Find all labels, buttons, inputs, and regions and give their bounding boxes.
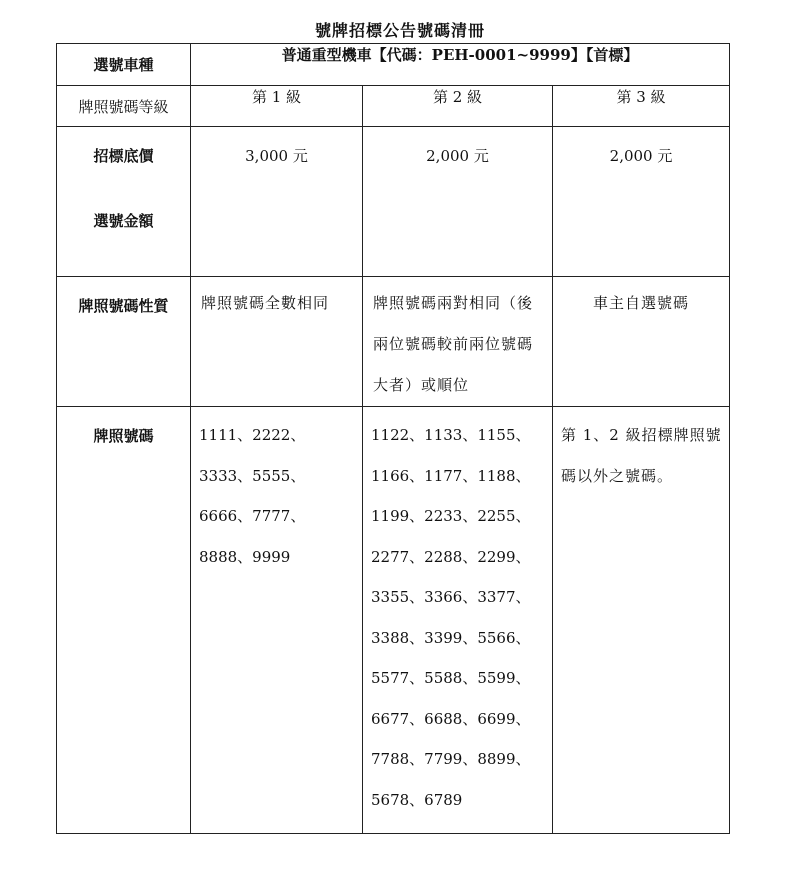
numbers-level-3: 第 1、2 級招標牌照號碼以外之號碼。	[553, 407, 730, 834]
level-label: 牌照號碼等級	[57, 86, 191, 127]
nature-level-1: 牌照號碼全數相同	[191, 277, 363, 407]
nature-level-2: 牌照號碼兩對相同（後兩位號碼較前兩位號碼大者）或順位	[363, 277, 553, 407]
numbers-level-1: 1111、2222、 3333、5555、 6666、7777、 8888、9999	[191, 407, 363, 834]
numbers-level-2: 1122、1133、1155、 1166、1177、1188、 1199、2233、2255、 2277、2288、2299、 3355、3366、3377、 3388、3399、5566、 5577、5588、5599、 6677、6688、6699、 7788、7799、8899、 5678、6789	[363, 407, 553, 834]
document-title: 號牌招標公告號碼清冊	[314, 21, 485, 40]
table-row	[57, 127, 730, 277]
price-label-cell	[57, 127, 191, 277]
numbers-label-cell: 牌照號碼	[57, 407, 191, 834]
nature-level-3: 車主自選號碼	[553, 277, 730, 407]
table-row	[57, 407, 730, 834]
vehicle-type-value: 普通重型機車【代碼：PEH-0001~9999】【首標】	[191, 44, 730, 86]
price-level-3: 2,000 元	[553, 127, 730, 277]
price-level-1: 3,000 元	[191, 127, 363, 277]
table-row	[57, 277, 730, 407]
level-2-cell: 第 2 級	[363, 86, 553, 127]
price-level-2: 2,000 元	[363, 127, 553, 277]
plate-number-table	[56, 43, 730, 834]
reserve-price-label: 招標底價	[93, 147, 154, 165]
vehicle-type-label: 選號車種	[57, 44, 191, 86]
table-row	[57, 86, 730, 127]
nature-label-cell: 牌照號碼性質	[57, 277, 191, 407]
selection-fee-label: 選號金額	[93, 212, 154, 230]
level-3-cell: 第 3 級	[553, 86, 730, 127]
table-row	[57, 44, 730, 86]
level-1-cell: 第 1 級	[191, 86, 363, 127]
